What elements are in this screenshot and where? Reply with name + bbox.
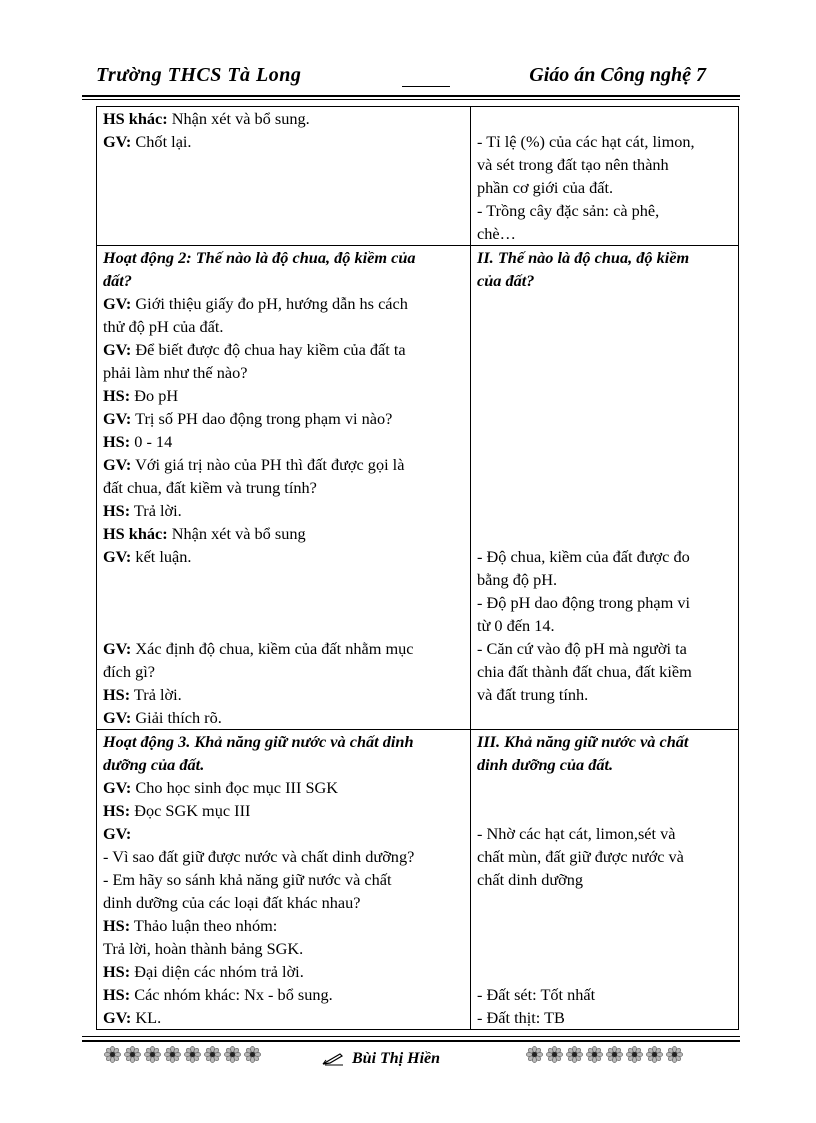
- header-rule-thin: [82, 99, 740, 100]
- footer-author: Bùi Thị Hiền: [352, 1050, 441, 1067]
- text-line: [103, 799, 464, 822]
- speaker-label: GV:: [103, 547, 132, 566]
- text-line: [103, 1006, 464, 1029]
- text-line: [477, 199, 732, 222]
- text-line: [103, 476, 464, 499]
- line-text: và sét trong đất tạo nên thành: [477, 155, 669, 174]
- text-line: [103, 914, 464, 937]
- text-line: [477, 822, 732, 845]
- line-text: chất dinh dưỡng: [477, 870, 584, 889]
- line-text: phải làm như thế nào?: [103, 363, 248, 382]
- line-text: - Vì sao đất giữ được nước và chất dinh dưỡng?: [103, 847, 415, 866]
- text-line: [477, 269, 732, 292]
- flower-icon: [104, 1046, 121, 1063]
- section-heading: Hoạt động 3. Khả năng giữ nước và chất dinh: [103, 732, 414, 751]
- line-text: Với giá trị nào của PH thì đất được gọi là: [131, 455, 405, 474]
- text-line: [477, 960, 732, 983]
- text-line: [477, 222, 732, 245]
- speaker-label: GV:: [103, 708, 132, 727]
- text-line: [477, 891, 732, 914]
- flower-icon: [244, 1046, 261, 1063]
- line-text: Trả lời, hoàn thành bảng SGK.: [103, 939, 304, 958]
- line-text: đất chua, đất kiềm và trung tính?: [103, 478, 317, 497]
- text-line: [477, 315, 732, 338]
- text-line: [103, 568, 464, 591]
- text-line: [477, 799, 732, 822]
- text-line: [103, 176, 464, 199]
- speaker-label: GV:: [103, 639, 132, 658]
- lesson-table: [96, 106, 739, 1030]
- text-line: [103, 983, 464, 1006]
- line-text: Đọc SGK mục III: [130, 801, 251, 820]
- line-text: Nhận xét và bổ sung: [167, 524, 306, 543]
- speaker-label: HS:: [103, 501, 131, 520]
- text-line: [103, 292, 464, 315]
- line-text: Để biết được độ chua hay kiềm của đất ta: [131, 340, 406, 359]
- flower-icon: [204, 1046, 221, 1063]
- text-line: [103, 845, 464, 868]
- text-line: [103, 522, 464, 545]
- text-line: [103, 960, 464, 983]
- speaker-label: GV:: [103, 1008, 132, 1027]
- flower-ornament-right: [526, 1046, 683, 1064]
- header-rule-thick: [82, 95, 740, 97]
- text-line: [477, 522, 732, 545]
- text-line: [477, 153, 732, 176]
- text-line: [103, 130, 464, 153]
- text-line: [477, 614, 732, 637]
- text-line: [477, 730, 732, 753]
- text-line: [103, 407, 464, 430]
- text-line: [477, 130, 732, 153]
- text-line: [103, 937, 464, 960]
- teacher-student-activity-cell: [97, 730, 471, 1030]
- speaker-label: HS khác:: [103, 524, 168, 543]
- flower-icon: [144, 1046, 161, 1063]
- line-text: bằng độ pH.: [477, 570, 558, 589]
- line-text: Trả lời.: [130, 501, 182, 520]
- text-line: [477, 430, 732, 453]
- line-text: Cho học sinh đọc mục III SGK: [131, 778, 339, 797]
- text-line: [477, 868, 732, 891]
- line-text: KL.: [131, 1008, 162, 1027]
- line-text: Nhận xét và bổ sung.: [167, 109, 310, 128]
- text-line: [103, 822, 464, 845]
- text-line: [477, 568, 732, 591]
- text-line: [103, 107, 464, 130]
- line-text: chất mùn, đất giữ được nước và: [477, 847, 684, 866]
- speaker-label: HS khác:: [103, 109, 168, 128]
- text-line: [477, 845, 732, 868]
- section-heading: III. Khả năng giữ nước và chất: [477, 732, 689, 751]
- speaker-label: HS:: [103, 432, 131, 451]
- line-text: - Trồng cây đặc sản: cà phê,: [477, 201, 660, 220]
- line-text: Trị số PH dao động trong phạm vi nào?: [131, 409, 393, 428]
- text-line: [103, 269, 464, 292]
- text-line: [477, 107, 732, 130]
- line-text: Xác định độ chua, kiềm của đất nhằm mục: [131, 639, 414, 658]
- speaker-label: GV:: [103, 455, 132, 474]
- line-text: Thảo luận theo nhóm:: [130, 916, 278, 935]
- text-line: [103, 868, 464, 891]
- text-line: [477, 338, 732, 361]
- table-row: [97, 246, 739, 730]
- text-line: [477, 776, 732, 799]
- text-line: [103, 361, 464, 384]
- text-line: [103, 199, 464, 222]
- lesson-table-body: [97, 107, 739, 1030]
- text-line: [477, 637, 732, 660]
- header-underline-mark: [402, 86, 450, 87]
- speaker-label: GV:: [103, 132, 132, 151]
- text-line: [103, 338, 464, 361]
- content-cell: [471, 730, 739, 1030]
- line-text: - Nhờ các hạt cát, limon,sét và: [477, 824, 676, 843]
- flower-icon: [586, 1046, 603, 1063]
- speaker-label: HS:: [103, 985, 131, 1004]
- flower-icon: [164, 1046, 181, 1063]
- section-heading: đất?: [103, 271, 132, 290]
- text-line: [477, 983, 732, 1006]
- line-text: - Tỉ lệ (%) của các hạt cát, limon,: [477, 132, 695, 151]
- flower-icon: [224, 1046, 241, 1063]
- text-line: [103, 683, 464, 706]
- line-text: 0 - 14: [130, 432, 173, 451]
- footer-rule-thick: [82, 1040, 740, 1042]
- line-text: - Đất thịt: TB: [477, 1008, 565, 1027]
- flower-icon: [184, 1046, 201, 1063]
- section-heading: của đất?: [477, 271, 535, 290]
- text-line: [103, 730, 464, 753]
- flower-icon: [666, 1046, 683, 1063]
- flower-icon: [646, 1046, 663, 1063]
- text-line: [477, 937, 732, 960]
- text-line: [103, 753, 464, 776]
- line-text: - Độ pH dao động trong phạm vi: [477, 593, 690, 612]
- line-text: Các nhóm khác: Nx - bổ sung.: [130, 985, 333, 1004]
- text-line: [103, 384, 464, 407]
- text-line: [477, 753, 732, 776]
- line-text: - Căn cứ vào độ pH mà người ta: [477, 639, 687, 658]
- flower-icon: [626, 1046, 643, 1063]
- section-heading: dưỡng của đất.: [103, 755, 205, 774]
- speaker-label: HS:: [103, 962, 131, 981]
- line-text: Đại diện các nhóm trả lời.: [130, 962, 304, 981]
- text-line: [477, 384, 732, 407]
- header-bar: [96, 62, 736, 96]
- line-text: Chốt lại.: [131, 132, 192, 151]
- flower-icon: [546, 1046, 563, 1063]
- teacher-student-activity-cell: [97, 107, 471, 246]
- header-school: Trường THCS Tà Long: [96, 64, 302, 86]
- speaker-label: HS:: [103, 685, 131, 704]
- header-subject: Giáo án Công nghệ 7: [529, 64, 706, 86]
- text-line: [103, 891, 464, 914]
- line-text: phần cơ giới của đất.: [477, 178, 614, 197]
- line-text: - Đất sét: Tốt nhất: [477, 985, 596, 1004]
- line-text: kết luận.: [131, 547, 192, 566]
- line-text: Giải thích rõ.: [131, 708, 222, 727]
- text-line: [103, 453, 464, 476]
- line-text: Giới thiệu giấy đo pH, hướng dẫn hs cách: [131, 294, 408, 313]
- line-text: từ 0 đến 14.: [477, 616, 555, 635]
- footer-rule-thin: [82, 1036, 740, 1037]
- text-line: [103, 706, 464, 729]
- footer-author-block: [322, 1050, 440, 1068]
- text-line: [477, 683, 732, 706]
- text-line: [103, 776, 464, 799]
- speaker-label: HS:: [103, 801, 131, 820]
- section-heading: dinh dưỡng của đất.: [477, 755, 614, 774]
- speaker-label: GV:: [103, 340, 132, 359]
- line-text: - Em hãy so sánh khả năng giữ nước và chất: [103, 870, 392, 889]
- text-line: [477, 914, 732, 937]
- line-text: dinh dưỡng của các loại đất khác nhau?: [103, 893, 361, 912]
- text-line: [103, 499, 464, 522]
- text-line: [477, 1006, 732, 1029]
- text-line: [103, 430, 464, 453]
- text-line: [103, 246, 464, 269]
- text-line: [477, 499, 732, 522]
- text-line: [103, 660, 464, 683]
- speaker-label: GV:: [103, 824, 132, 843]
- line-text: Đo pH: [130, 386, 179, 405]
- flower-icon: [124, 1046, 141, 1063]
- line-text: thử độ pH của đất.: [103, 317, 224, 336]
- section-heading: II. Thế nào là độ chua, độ kiềm: [477, 248, 690, 267]
- text-line: [477, 660, 732, 683]
- speaker-label: HS:: [103, 386, 131, 405]
- line-text: chè…: [477, 224, 516, 243]
- content-cell: [471, 107, 739, 246]
- speaker-label: HS:: [103, 916, 131, 935]
- line-text: chia đất thành đất chua, đất kiềm: [477, 662, 692, 681]
- table-row: [97, 107, 739, 246]
- text-line: [103, 153, 464, 176]
- text-line: [477, 545, 732, 568]
- text-line: [477, 591, 732, 614]
- text-line: [103, 315, 464, 338]
- text-line: [103, 591, 464, 614]
- flower-ornament-left: [104, 1046, 261, 1064]
- pen-icon: [322, 1052, 344, 1066]
- content-cell: [471, 246, 739, 730]
- speaker-label: GV:: [103, 778, 132, 797]
- text-line: [477, 246, 732, 269]
- text-line: [103, 637, 464, 660]
- text-line: [477, 176, 732, 199]
- text-line: [477, 476, 732, 499]
- line-text: - Độ chua, kiềm của đất được đo: [477, 547, 690, 566]
- teacher-student-activity-cell: [97, 246, 471, 730]
- table-row: [97, 730, 739, 1030]
- text-line: [477, 292, 732, 315]
- speaker-label: GV:: [103, 409, 132, 428]
- speaker-label: GV:: [103, 294, 132, 313]
- section-heading: Hoạt động 2: Thế nào là độ chua, độ kiềm của: [103, 248, 416, 267]
- flower-icon: [566, 1046, 583, 1063]
- text-line: [103, 545, 464, 568]
- line-text: đích gì?: [103, 662, 155, 681]
- text-line: [477, 407, 732, 430]
- line-text: và đất trung tính.: [477, 685, 589, 704]
- line-text: Trả lời.: [130, 685, 182, 704]
- text-line: [103, 614, 464, 637]
- text-line: [477, 361, 732, 384]
- flower-icon: [606, 1046, 623, 1063]
- text-line: [477, 453, 732, 476]
- flower-icon: [526, 1046, 543, 1063]
